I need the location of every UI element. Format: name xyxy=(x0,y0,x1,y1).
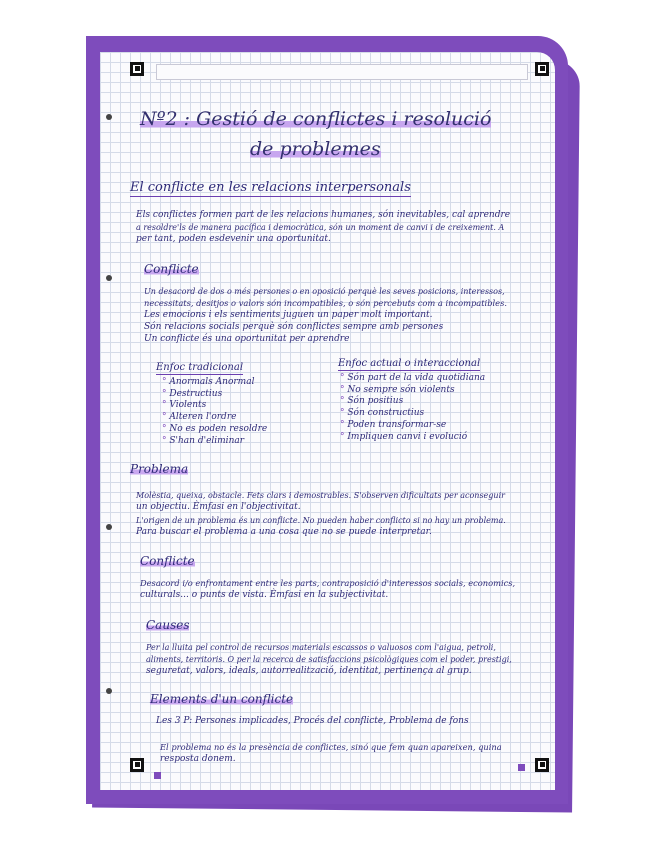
text-line: Desacord i/o enfrontament entre les parts, contraposició d'interessos socials, economics, xyxy=(140,578,516,588)
punch-hole-icon xyxy=(106,275,112,281)
conflicte2-heading: Conflicte xyxy=(140,554,195,568)
square-marker xyxy=(154,772,161,779)
text-line: Per la lluita pel control de recursos materials escassos o valuosos com l'aigua, petroli, xyxy=(146,643,496,652)
list-item: ° Són part de la vida quotidiana xyxy=(340,373,485,385)
list-item: ° Impliquen canvi i evolució xyxy=(340,432,485,444)
text-line: un objectiu. Èmfasi en l'objectivitat. xyxy=(136,502,301,512)
enfoc-actual-heading: Enfoc actual o interaccional xyxy=(338,358,481,369)
text-line: necessitats, desitjos o valors són incompatibles, o són percebuts com a incompatibles. xyxy=(144,298,507,308)
text-line: culturals... o punts de vista. Èmfasi en la subjectivitat. xyxy=(140,590,389,600)
list-item: ° Poden transformar-se xyxy=(340,420,485,432)
list-item: ° Anormals Anormal xyxy=(162,377,267,389)
list-item: ° Violents xyxy=(162,400,267,412)
page-title-line2: de problemes xyxy=(250,138,381,160)
intro-heading: El conflicte en les relacions interpersonals xyxy=(130,180,411,195)
causes-heading: Causes xyxy=(146,618,190,632)
text-line: Un conflicte és una oportunitat per aprendre xyxy=(144,334,350,344)
text-line: Els conflictes formen part de les relacions humanes, són inevitables, cal aprendre xyxy=(136,210,511,220)
page-title-line1: Nº2 : Gestió de conflictes i resolució xyxy=(140,108,492,130)
list-item: ° No sempre són violents xyxy=(340,385,485,397)
punch-hole-icon xyxy=(106,114,112,120)
text-line: resposta donem. xyxy=(160,754,236,764)
text-line: Para buscar el problema a una cosa que no se puede interpretar. xyxy=(136,527,432,537)
square-marker xyxy=(518,764,525,771)
problema-heading: Problema xyxy=(130,462,189,476)
text-line: L'origen de un problema és un conflicte. No pueden haber conflicto si no hay un problema. xyxy=(136,516,506,525)
enfoc-actual-list xyxy=(340,373,485,443)
punch-hole-icon xyxy=(106,688,112,694)
corner-marker-icon xyxy=(535,758,549,772)
text-line: Les emocions i els sentiments juguen un paper molt important. xyxy=(144,310,433,320)
elements-line: Les 3 P: Persones implicades, Procés del conflicte, Problema de fons xyxy=(156,716,469,726)
list-item: ° Són positius xyxy=(340,396,485,408)
text-line: aliments, territoris. O per la recerca de satisfaccions psicològiques com el poder, prestigi, xyxy=(146,655,512,664)
list-item: ° Destructius xyxy=(162,389,267,401)
enfoc-tradicional-list xyxy=(162,377,267,447)
corner-marker-icon xyxy=(130,62,144,76)
list-item: ° Són constructius xyxy=(340,408,485,420)
text-line: per tant, poden esdevenir una oportunitat. xyxy=(136,234,331,244)
list-item: ° Alteren l'ordre xyxy=(162,412,267,424)
header-band xyxy=(156,64,528,80)
enfoc-tradicional-heading: Enfoc tradicional xyxy=(156,362,244,373)
text-line: Molèstia, queixa, obstacle. Fets clars i demostrables. S'observen dificultats per aconseguir xyxy=(136,491,505,500)
text-line: Són relacions socials perquè són conflictes sempre amb persones xyxy=(144,322,444,332)
text-line: El problema no és la presència de conflictes, sinó que fem quan apareixen, quina xyxy=(160,742,502,752)
elements-heading: Elements d'un conflicte xyxy=(150,692,294,706)
text-line: seguretat, valors, ideals, autorrealització, identitat, pertinença al grup. xyxy=(146,666,472,676)
list-item: ° No es poden resoldre xyxy=(162,424,267,436)
corner-marker-icon xyxy=(535,62,549,76)
text-line: a resoldre'ls de manera pacífica i democràtica, són un moment de canvi i de creixement. A xyxy=(136,223,505,232)
punch-hole-icon xyxy=(106,524,112,530)
corner-marker-icon xyxy=(130,758,144,772)
text-line: Un desacord de dos o més persones o en oposició perquè les seves posicions, interessos, xyxy=(144,287,505,296)
list-item: ° S'han d'eliminar xyxy=(162,436,267,448)
conflicte-heading: Conflicte xyxy=(144,262,199,276)
grid-paper xyxy=(100,52,555,790)
